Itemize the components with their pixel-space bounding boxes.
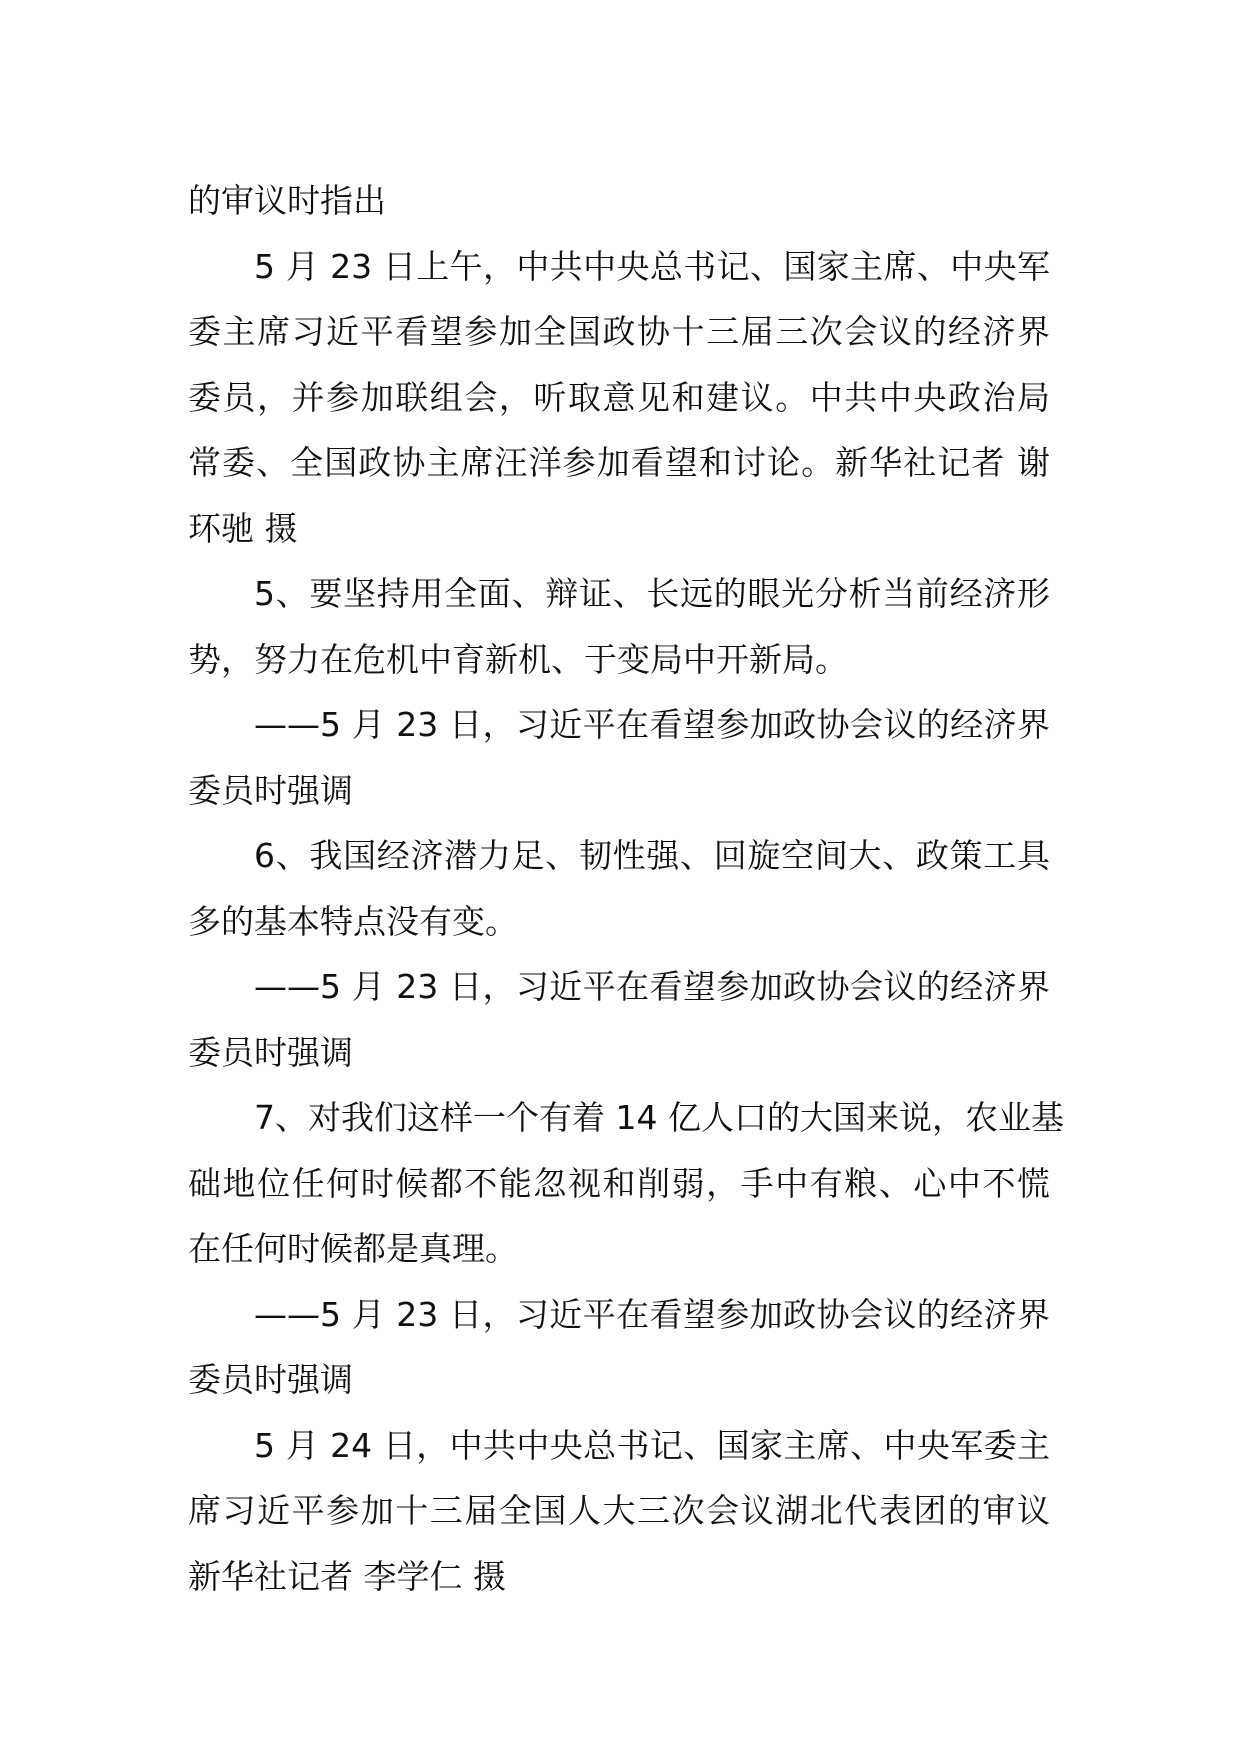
document-page [188, 168, 1064, 1609]
text-line: 5 月 24 日，中共中央总书记、国家主席、中央军委主 [254, 1425, 1050, 1465]
text-line: 础地位任何时候都不能忽视和削弱，手中有粮、心中不慌 [188, 1163, 1050, 1203]
text-line: 委员时强调 [188, 770, 353, 810]
text-line: 在任何时候都是真理。 [188, 1229, 518, 1268]
paragraph [188, 234, 1050, 562]
text-line: 5 月 23 日上午，中共中央总书记、国家主席、中央军 [254, 246, 1050, 286]
text-line: 委员，并参加联组会，听取意见和建议。中共中央政治局 [188, 377, 1050, 417]
text-line: 的审议时指出 [188, 181, 386, 220]
text-line: 环驰 摄 [188, 508, 298, 548]
text-line: 委员时强调 [188, 1360, 353, 1399]
text-line: ——5 月 23 日，习近平在看望参加政协会议的经济界 [254, 1294, 1050, 1334]
paragraph [188, 1085, 1064, 1282]
paragraph [188, 823, 1050, 954]
text-line: 新华社记者 李学仁 摄 [188, 1556, 506, 1596]
paragraph [188, 168, 1050, 234]
text-line: 6、我国经济潜力足、韧性强、回旋空间大、政策工具 [254, 836, 1050, 875]
paragraph [188, 692, 1050, 823]
text-line: 席习近平参加十三届全国人大三次会议湖北代表团的审议 [188, 1491, 1050, 1530]
text-line: 委主席习近平看望参加全国政协十三届三次会议的经济界 [188, 312, 1050, 351]
text-line: 多的基本特点没有变。 [188, 901, 518, 941]
text-line: 委员时强调 [188, 1032, 353, 1072]
text-line: 5、要坚持用全面、辩证、长远的眼光分析当前经济形 [254, 574, 1050, 613]
text-line: ——5 月 23 日，习近平在看望参加政协会议的经济界 [254, 967, 1050, 1006]
text-line: ——5 月 23 日，习近平在看望参加政协会议的经济界 [254, 705, 1050, 744]
paragraph [188, 1282, 1050, 1413]
text-line: 7、对我们这样一个有着 14 亿人口的大国来说，农业基 [254, 1098, 1064, 1137]
paragraph [188, 561, 1050, 692]
text-line: 势，努力在危机中育新机、于变局中开新局。 [188, 639, 848, 679]
paragraph [188, 954, 1050, 1085]
paragraph [188, 1413, 1050, 1610]
text-line: 常委、全国政协主席汪洋参加看望和讨论。新华社记者 谢 [188, 443, 1050, 482]
